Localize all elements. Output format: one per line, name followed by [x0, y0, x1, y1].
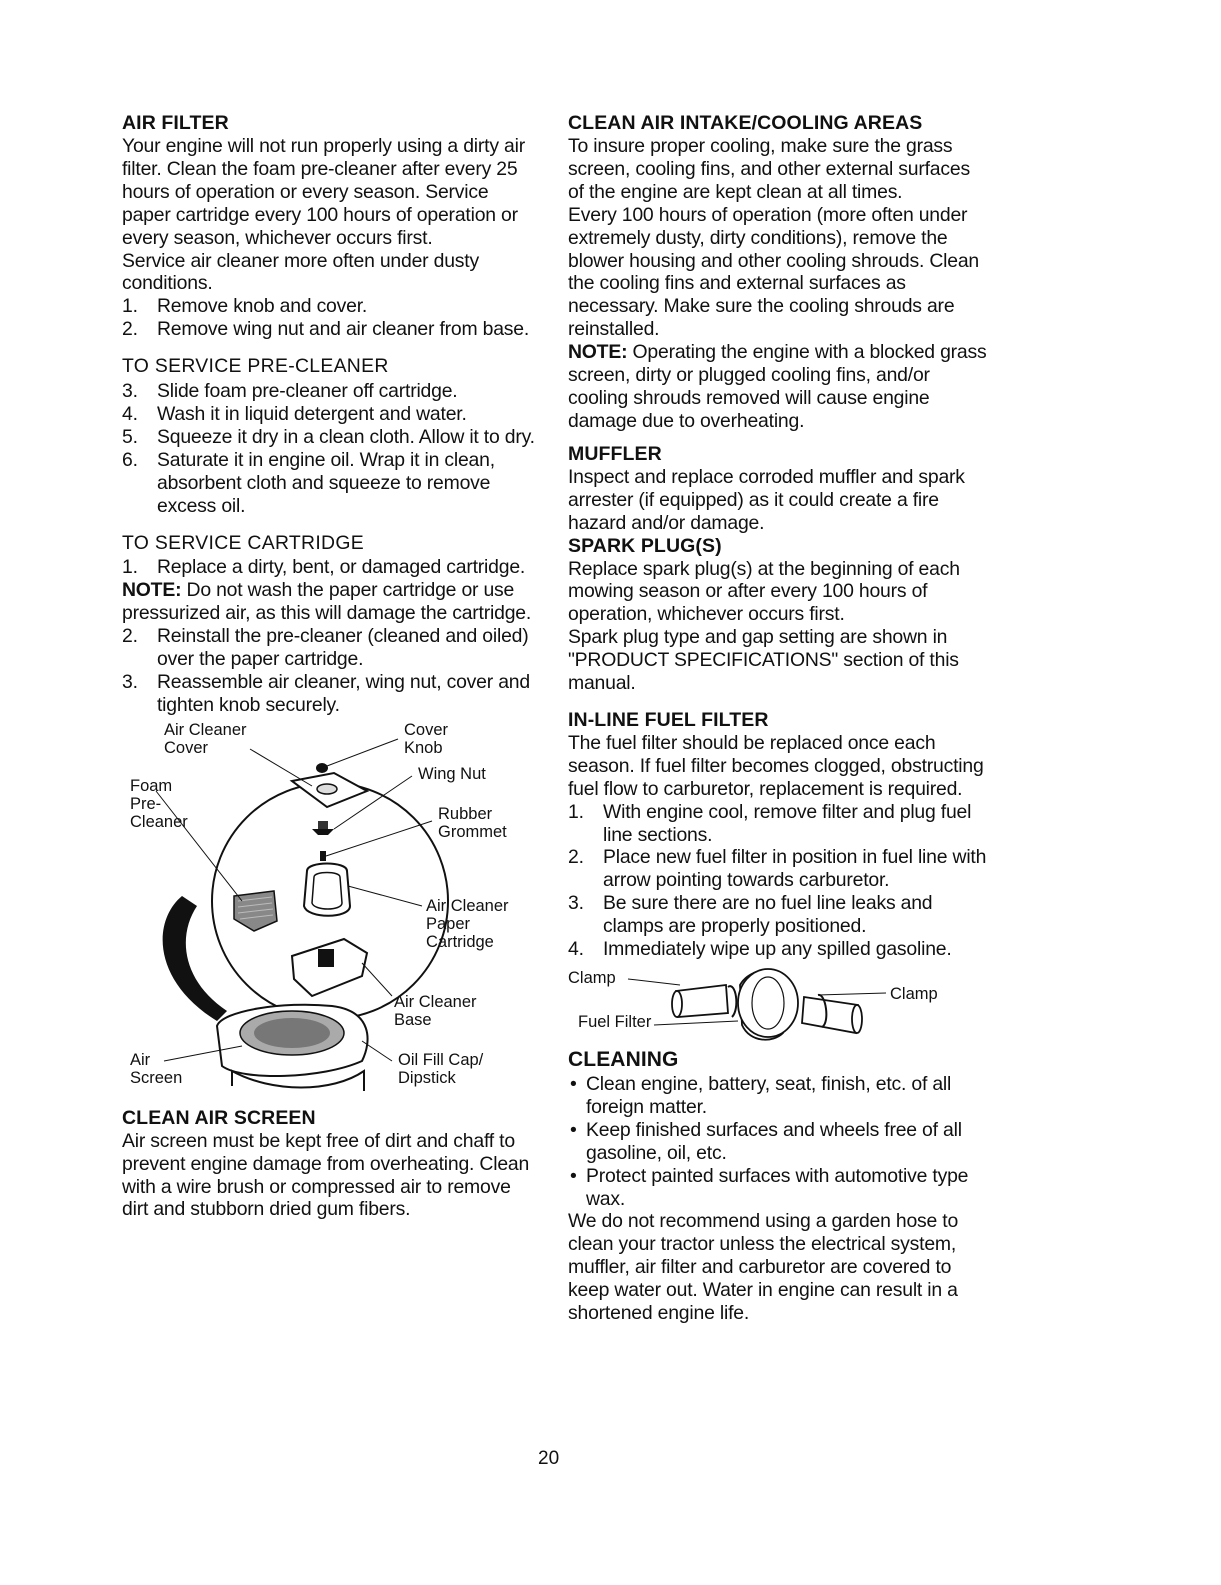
- cleaning-heading: CLEANING: [568, 1048, 679, 1071]
- intake-heading: CLEAN AIR INTAKE/COOLING AREAS: [568, 112, 923, 134]
- step-text: Be sure there are no fuel line leaks and clamps are properly positioned.: [603, 892, 933, 938]
- spark-plug-heading: SPARK PLUG(S): [568, 534, 722, 557]
- note-label: NOTE:: [568, 341, 628, 364]
- step-text: Reinstall the pre-cleaner (cleaned and oiled) over the paper cartridge.: [157, 625, 529, 671]
- step-text: Place new fuel filter in position in fuel line with arrow pointing towards carburetor.: [603, 846, 987, 892]
- fuel-filter-heading: IN-LINE FUEL FILTER: [568, 708, 769, 731]
- step-number: 4.: [122, 402, 138, 425]
- note-label: NOTE:: [122, 579, 182, 602]
- list-item: [568, 892, 988, 938]
- cartridge-steps-a: [122, 556, 540, 579]
- cleaning-bullets: [568, 1073, 988, 1210]
- cleaning-para: We do not recommend using a garden hose to clean your tractor unless the electrical system, muffler, air filter and carburetor are covered to keep water out. Water in engine can result in a shortened engine life.: [568, 1210, 959, 1325]
- intake-para1: To insure proper cooling, make sure the grass screen, cooling fins, and other external surfaces of the engine are kept clean at all times.: [568, 135, 970, 203]
- spark-plug-para2: Spark plug type and gap setting are shown in "PRODUCT SPECIFICATIONS" section of this manual.: [568, 626, 959, 695]
- list-item: [568, 846, 988, 892]
- cartridge-note: [122, 579, 540, 625]
- note-text: Do not wash the paper cartridge or use pressurized air, as this will damage the cartridge.: [122, 579, 532, 625]
- step-text: Wash it in liquid detergent and water.: [157, 402, 467, 425]
- step-number: 3.: [122, 380, 138, 403]
- list-item: [568, 1073, 988, 1119]
- step-text: Reassemble air cleaner, wing nut, cover and tighten knob securely.: [157, 670, 530, 716]
- muffler-para: Inspect and replace corroded muffler and spark arrester (if equipped) as it could create a fire hazard and/or damage.: [568, 465, 965, 534]
- list-item: [122, 318, 540, 341]
- step-number: 1.: [568, 800, 584, 823]
- step-number: 5.: [122, 425, 138, 448]
- muffler-heading: MUFFLER: [568, 442, 662, 465]
- label-oil-fill-cap: Oil Fill Cap/ Dipstick: [398, 1050, 484, 1087]
- step-number: 2.: [122, 625, 138, 648]
- left-column: [122, 112, 540, 1221]
- fuel-filter-diagram: [568, 963, 988, 1047]
- cartridge-heading: TO SERVICE CARTRIDGE: [122, 531, 364, 554]
- list-item: [568, 801, 988, 847]
- label-air-screen: Air Screen: [130, 1050, 183, 1087]
- air-cleaner-diagram: [122, 721, 540, 1101]
- bullet-text: Clean engine, battery, seat, finish, etc. of all foreign matter.: [586, 1073, 952, 1118]
- note-text: Operating the engine with a blocked grass screen, dirty or plugged cooling fins, and/or cooling shrouds removed will cause engine damage due to overheating.: [568, 341, 987, 432]
- label-air-cleaner-cover: Air Cleaner Cover: [164, 720, 247, 757]
- label-foam-pre-cleaner: Foam Pre- Cleaner: [130, 776, 188, 831]
- air-filter-heading: AIR FILTER: [122, 112, 229, 134]
- step-number: 2.: [568, 846, 584, 869]
- list-item: [122, 380, 540, 403]
- step-number: 3.: [568, 892, 584, 915]
- label-air-cleaner-base: Air Cleaner Base: [394, 992, 477, 1029]
- list-item: [122, 671, 540, 717]
- fuel-filter-steps: [568, 801, 988, 961]
- step-number: 1.: [122, 556, 138, 579]
- label-air-cleaner-paper-cartridge: Air Cleaner Paper Cartridge: [426, 896, 509, 951]
- list-item: [568, 1119, 988, 1165]
- pre-cleaner-steps: [122, 380, 540, 517]
- step-number: 1.: [122, 295, 138, 318]
- step-text: Slide foam pre-cleaner off cartridge.: [157, 380, 458, 403]
- bullet-icon: •: [570, 1164, 577, 1187]
- step-text: Squeeze it dry in a clean cloth. Allow it to dry.: [157, 425, 535, 448]
- cartridge-steps-b: [122, 625, 540, 717]
- list-item: [122, 449, 540, 518]
- air-filter-steps: [122, 295, 540, 341]
- list-item: [122, 625, 540, 671]
- fuel-filter-illustration: [568, 963, 988, 1047]
- label-cover-knob: Cover Knob: [404, 720, 449, 757]
- list-item: [122, 295, 540, 318]
- step-number: 2.: [122, 318, 138, 341]
- fuel-filter-para: The fuel filter should be replaced once each season. If fuel filter becomes clogged, obstructing fuel flow to carburetor, replacement is required.: [568, 731, 984, 800]
- pre-cleaner-heading: TO SERVICE PRE-CLEANER: [122, 355, 389, 378]
- step-number: 4.: [568, 938, 584, 961]
- bullet-text: Keep finished surfaces and wheels free of all gasoline, oil, etc.: [586, 1118, 962, 1164]
- list-item: [122, 426, 540, 449]
- step-text: Remove knob and cover.: [157, 295, 368, 318]
- intake-note: [568, 341, 988, 433]
- step-number: 6.: [122, 448, 138, 471]
- label-clamp-left: Clamp: [568, 969, 616, 987]
- right-column: [568, 112, 988, 1325]
- intake-para2: Every 100 hours of operation (more often under extremely dusty, dirty conditions), remove the blower housing and other cooling shrouds. Clean the cooling fins and external surfaces as necessary. Make sure the cooling shrouds are reinstalled.: [568, 203, 980, 341]
- list-item: [568, 1165, 988, 1211]
- spark-plug-para1: Replace spark plug(s) at the beginning of each mowing season or after every 100 hours of operation, whichever occurs first.: [568, 557, 960, 626]
- bullet-icon: •: [570, 1118, 577, 1141]
- bullet-text: Protect painted surfaces with automotive type wax.: [586, 1164, 969, 1210]
- air-filter-para1: Your engine will not run properly using a dirty air filter. Clean the foam pre-cleaner after every 25 hours of operation or every season. Service paper cartridge every 100 hours of operation or every season, whichever occurs first.: [122, 135, 525, 249]
- bullet-icon: •: [570, 1073, 577, 1095]
- step-number: 3.: [122, 670, 138, 693]
- step-text: Saturate it in engine oil. Wrap it in clean, absorbent cloth and squeeze to remove excess oil.: [157, 448, 495, 517]
- list-item: [122, 403, 540, 426]
- step-text: With engine cool, remove filter and plug fuel line sections.: [603, 800, 972, 846]
- step-text: Immediately wipe up any spilled gasoline.: [603, 938, 952, 961]
- label-wing-nut: Wing Nut: [418, 764, 486, 783]
- step-text: Remove wing nut and air cleaner from base.: [157, 318, 530, 341]
- label-fuel-filter: Fuel Filter: [578, 1013, 652, 1031]
- list-item: [568, 938, 988, 961]
- label-clamp-right: Clamp: [890, 985, 938, 1003]
- step-text: Replace a dirty, bent, or damaged cartridge.: [157, 556, 526, 579]
- list-item: [122, 556, 540, 579]
- page-number: 20: [538, 1448, 560, 1469]
- air-screen-para: Air screen must be kept free of dirt and chaff to prevent engine damage from overheating. Clean with a wire brush or compressed air to remove dirt and stubborn dried gum fibers.: [122, 1129, 530, 1221]
- label-rubber-grommet: Rubber Grommet: [438, 804, 507, 841]
- air-filter-para2: Service air cleaner more often under dusty conditions.: [122, 249, 479, 295]
- air-screen-heading: CLEAN AIR SCREEN: [122, 1106, 316, 1129]
